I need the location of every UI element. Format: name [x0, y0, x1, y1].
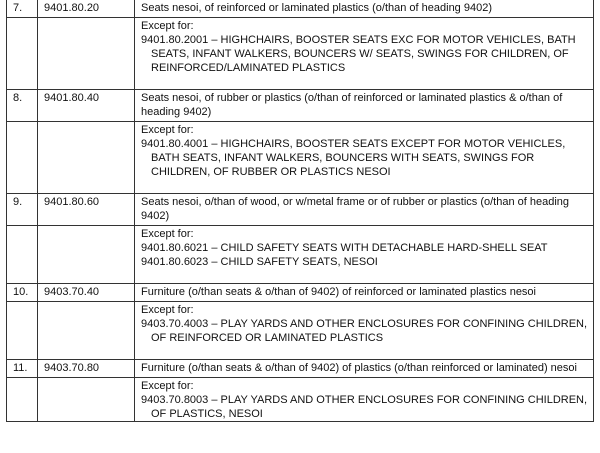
exceptions-row [7, 122, 594, 194]
exceptions-row [7, 302, 594, 360]
exceptions-row [7, 226, 594, 284]
empty-cell [38, 18, 135, 90]
except-label: Except for: [141, 20, 194, 32]
table-row [7, 194, 594, 226]
hts-code: 9401.80.20 [38, 0, 135, 18]
except-label: Except for: [141, 380, 194, 392]
item-description: Furniture (o/than seats & o/than of 9402) of reinforced or laminated plastics nesoi [135, 284, 594, 302]
table-row [7, 90, 594, 122]
table-row [7, 284, 594, 302]
empty-cell [38, 302, 135, 360]
empty-cell [38, 378, 135, 422]
empty-cell [7, 378, 38, 422]
exception-item: 9401.80.2001 – HIGHCHAIRS, BOOSTER SEATS EXC FOR MOTOR VEHICLES, BATH SEATS, INFANT WALKERS, BOUNCERS W/ SEATS, SWINGS FOR CHILDREN, OF REINFORCED/LAMINATED PLASTICS [141, 34, 576, 74]
exceptions-cell [135, 226, 594, 284]
hts-code: 9403.70.80 [38, 360, 135, 378]
table-row [7, 0, 594, 18]
exceptions-row [7, 18, 594, 90]
empty-cell [7, 302, 38, 360]
exception-item: 9403.70.8003 – PLAY YARDS AND OTHER ENCLOSURES FOR CONFINING CHILDREN, OF PLASTICS, NESOI [141, 394, 588, 420]
except-label: Except for: [141, 124, 194, 136]
item-number: 8. [7, 90, 38, 122]
item-number: 9. [7, 194, 38, 226]
item-description: Furniture (o/than seats & o/than of 9402) of plastics (o/than reinforced or laminated) nesoi [135, 360, 594, 378]
empty-cell [38, 226, 135, 284]
exceptions-row [7, 378, 594, 422]
empty-cell [7, 122, 38, 194]
exception-item: 9401.80.6021 – CHILD SAFETY SEATS WITH DETACHABLE HARD-SHELL SEAT [141, 242, 548, 254]
except-label: Except for: [141, 304, 194, 316]
hts-code: 9401.80.40 [38, 90, 135, 122]
empty-cell [7, 18, 38, 90]
exceptions-cell [135, 302, 594, 360]
tariff-exclusion-table [6, 0, 594, 422]
empty-cell [38, 122, 135, 194]
item-description: Seats nesoi, o/than of wood, or w/metal frame or of rubber or plastics (o/than of heading 9402) [135, 194, 594, 226]
exceptions-cell [135, 378, 594, 422]
table-row [7, 360, 594, 378]
item-number: 11. [7, 360, 38, 378]
except-label: Except for: [141, 228, 194, 240]
exception-item: 9401.80.6023 – CHILD SAFETY SEATS, NESOI [141, 256, 378, 268]
exception-item: 9401.80.4001 – HIGHCHAIRS, BOOSTER SEATS EXCEPT FOR MOTOR VEHICLES, BATH SEATS, INFANT WALKERS, BOUNCERS WITH SEATS, SWINGS FOR CHILDREN, OF RUBBER OR PLASTICS NESOI [141, 138, 566, 178]
hts-code: 9401.80.60 [38, 194, 135, 226]
exception-item: 9403.70.4003 – PLAY YARDS AND OTHER ENCLOSURES FOR CONFINING CHILDREN, OF REINFORCED OR LAMINATED PLASTICS [141, 318, 588, 344]
exceptions-cell [135, 18, 594, 90]
item-number: 10. [7, 284, 38, 302]
item-description: Seats nesoi, of reinforced or laminated plastics (o/than of heading 9402) [135, 0, 594, 18]
item-number: 7. [7, 0, 38, 18]
hts-code: 9403.70.40 [38, 284, 135, 302]
exceptions-cell [135, 122, 594, 194]
item-description: Seats nesoi, of rubber or plastics (o/than of reinforced or laminated plastics & o/than of heading 9402) [135, 90, 594, 122]
empty-cell [7, 226, 38, 284]
